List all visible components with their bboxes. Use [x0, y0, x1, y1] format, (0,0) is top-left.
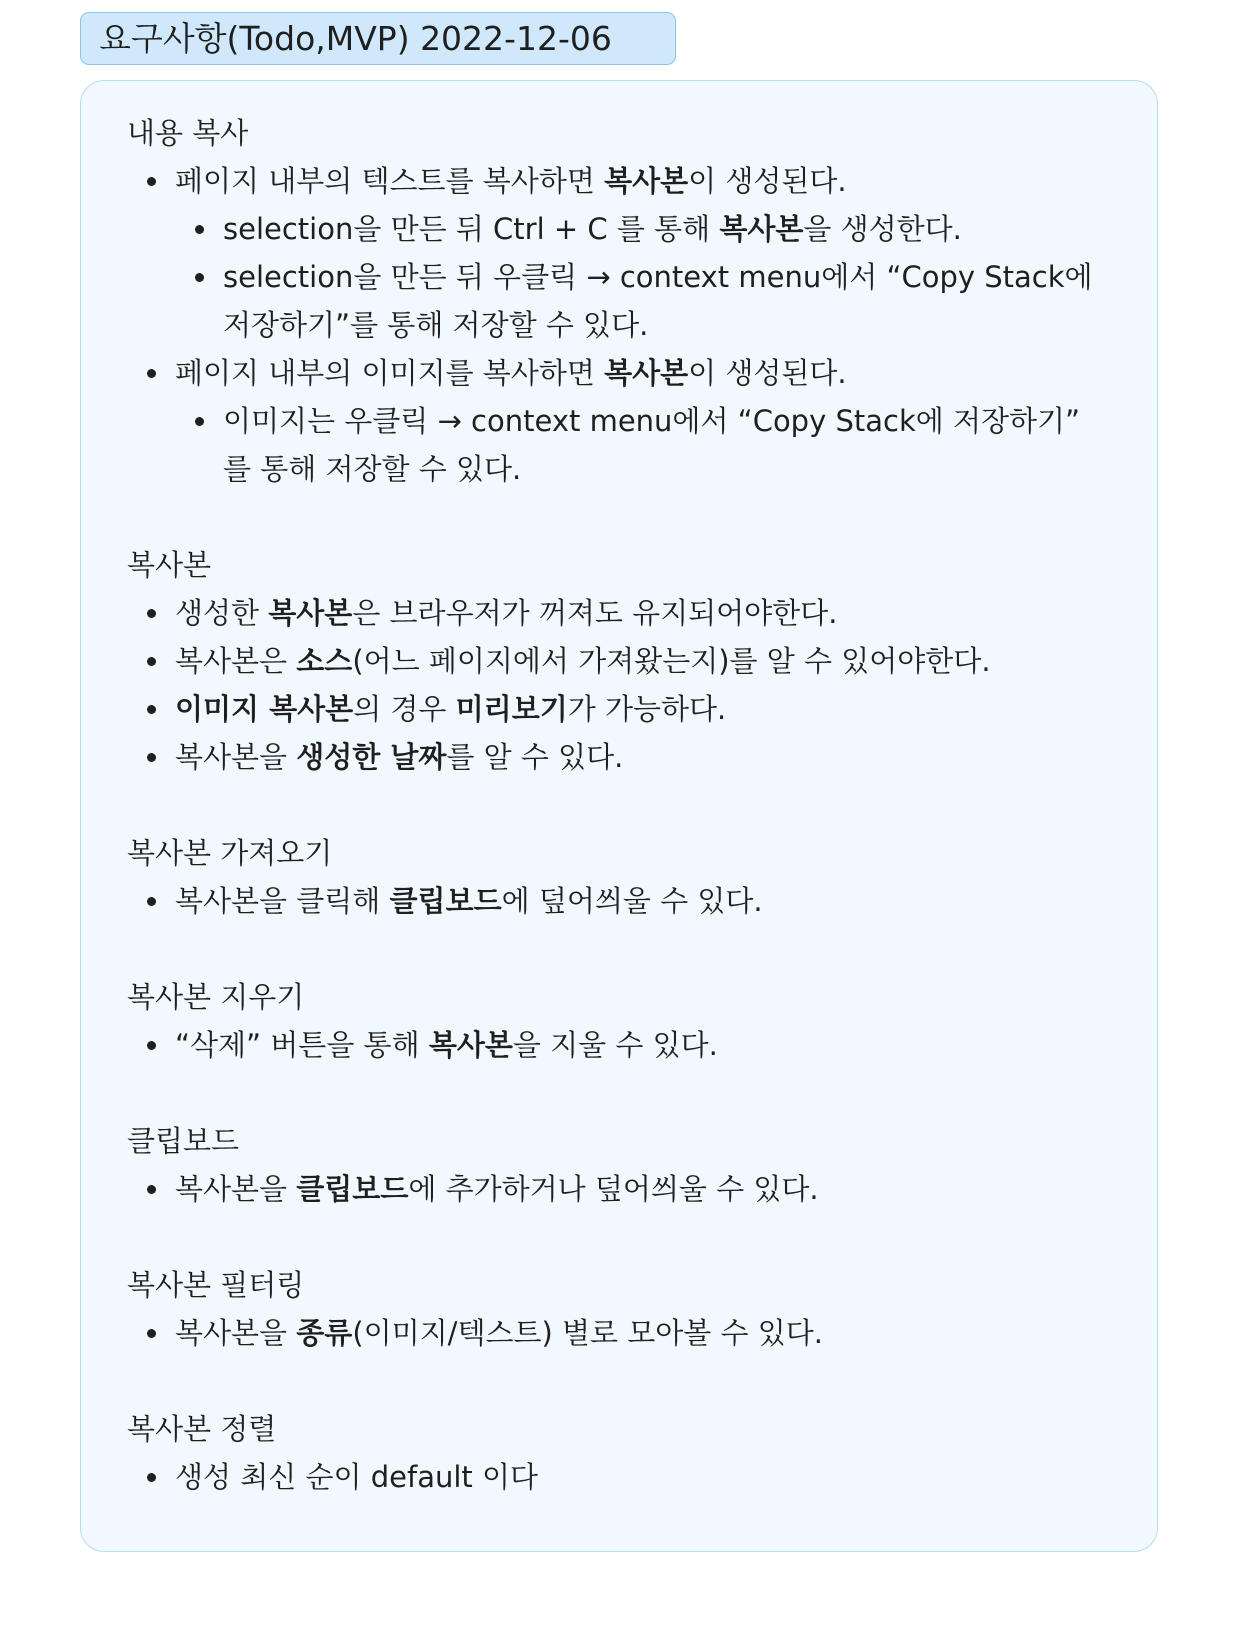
list-item-continuation	[127, 301, 1137, 349]
section-heading: 복사본 정렬	[127, 1412, 277, 1446]
section-heading: 클립보드	[127, 1124, 240, 1158]
item-text: 복사본을 클릭해	[175, 884, 390, 918]
bold-term: 클립보드	[389, 884, 502, 918]
bullet-list	[127, 589, 1137, 781]
requirement-section	[127, 109, 1137, 493]
bold-term: 복사본	[604, 356, 689, 390]
item-text: 에 덮어씌울 수 있다.	[501, 884, 763, 918]
item-text: 을 생성한다.	[803, 212, 962, 246]
list-item	[127, 1309, 1137, 1357]
bold-term: 소스	[296, 644, 353, 678]
item-text: 를 통해 저장할 수 있다.	[223, 452, 522, 486]
item-text: 에 추가하거나 덮어씌울 수 있다.	[408, 1172, 819, 1206]
item-text: 은 브라우저가 꺼져도 유지되어야한다.	[352, 596, 838, 630]
bold-term: 클립보드	[296, 1172, 409, 1206]
list-item	[127, 685, 1137, 733]
list-item	[127, 1021, 1137, 1069]
item-text: selection을 만든 뒤 Ctrl + C 를 통해	[223, 212, 720, 246]
item-text: 생성 최신 순이 default 이다	[175, 1460, 539, 1494]
item-text: 가 가능하다.	[567, 692, 727, 726]
requirement-section	[127, 1261, 1137, 1357]
section-heading: 복사본	[127, 548, 212, 582]
item-text: 복사본을	[175, 740, 297, 774]
list-item	[127, 1165, 1137, 1213]
item-text: 페이지 내부의 텍스트를 복사하면	[175, 164, 605, 198]
bullet-list	[127, 157, 1137, 493]
requirement-section	[127, 973, 1137, 1069]
bold-term: 생성한 날짜	[296, 740, 447, 774]
item-text: 복사본은	[175, 644, 297, 678]
section-heading: 복사본 지우기	[127, 980, 305, 1014]
requirement-section	[127, 1117, 1137, 1213]
item-text: 저장하기”를 통해 저장할 수 있다.	[223, 308, 649, 342]
section-heading: 복사본 필터링	[127, 1268, 305, 1302]
item-text: 이 생성된다.	[688, 164, 847, 198]
bold-term: 복사본	[719, 212, 804, 246]
requirements-content	[127, 109, 1137, 1549]
item-text: (어느 페이지에서 가져왔는지)를 알 수 있어야한다.	[352, 644, 991, 678]
list-item	[127, 157, 1137, 205]
list-item	[127, 205, 1137, 253]
item-text: 복사본을	[175, 1172, 297, 1206]
list-item	[127, 1453, 1137, 1501]
item-text: 의 경우	[353, 692, 456, 726]
item-text: 이미지는 우클릭 → context menu에서 “Copy Stack에 저장하기”	[223, 404, 1081, 438]
callout-block	[80, 80, 1158, 1552]
bold-term: 복사본	[604, 164, 689, 198]
item-text: 생성한	[175, 596, 269, 630]
bold-term: 복사본	[268, 596, 353, 630]
list-item	[127, 349, 1137, 397]
section-heading: 복사본 가져오기	[127, 836, 333, 870]
bullet-list	[127, 877, 1137, 925]
item-text: 복사본을	[175, 1316, 297, 1350]
item-text: 를 알 수 있다.	[446, 740, 624, 774]
bold-term: 이미지 복사본	[175, 692, 354, 726]
requirement-section	[127, 829, 1137, 925]
page-title: 요구사항(Todo,MVP) 2022-12-06	[80, 12, 676, 65]
bold-term: 복사본	[428, 1028, 513, 1062]
list-item	[127, 253, 1137, 301]
bullet-list	[127, 1021, 1137, 1069]
bullet-list	[127, 1453, 1137, 1501]
list-item	[127, 637, 1137, 685]
item-text: “삭제” 버튼을 통해	[175, 1028, 429, 1062]
list-item-continuation	[127, 445, 1137, 493]
bold-term: 종류	[296, 1316, 353, 1350]
section-heading: 내용 복사	[127, 116, 249, 150]
list-item	[127, 397, 1137, 445]
item-text: 을 지울 수 있다.	[512, 1028, 718, 1062]
item-text: selection을 만든 뒤 우클릭 → context menu에서 “Copy Stack에	[223, 260, 1093, 294]
bold-term: 미리보기	[455, 692, 568, 726]
item-text: (이미지/텍스트) 별로 모아볼 수 있다.	[352, 1316, 823, 1350]
requirement-section	[127, 541, 1137, 781]
item-text: 페이지 내부의 이미지를 복사하면	[175, 356, 605, 390]
list-item	[127, 589, 1137, 637]
requirement-section	[127, 1405, 1137, 1501]
bullet-list	[127, 1165, 1137, 1213]
list-item	[127, 733, 1137, 781]
bullet-list	[127, 1309, 1137, 1357]
item-text: 이 생성된다.	[688, 356, 847, 390]
list-item	[127, 877, 1137, 925]
